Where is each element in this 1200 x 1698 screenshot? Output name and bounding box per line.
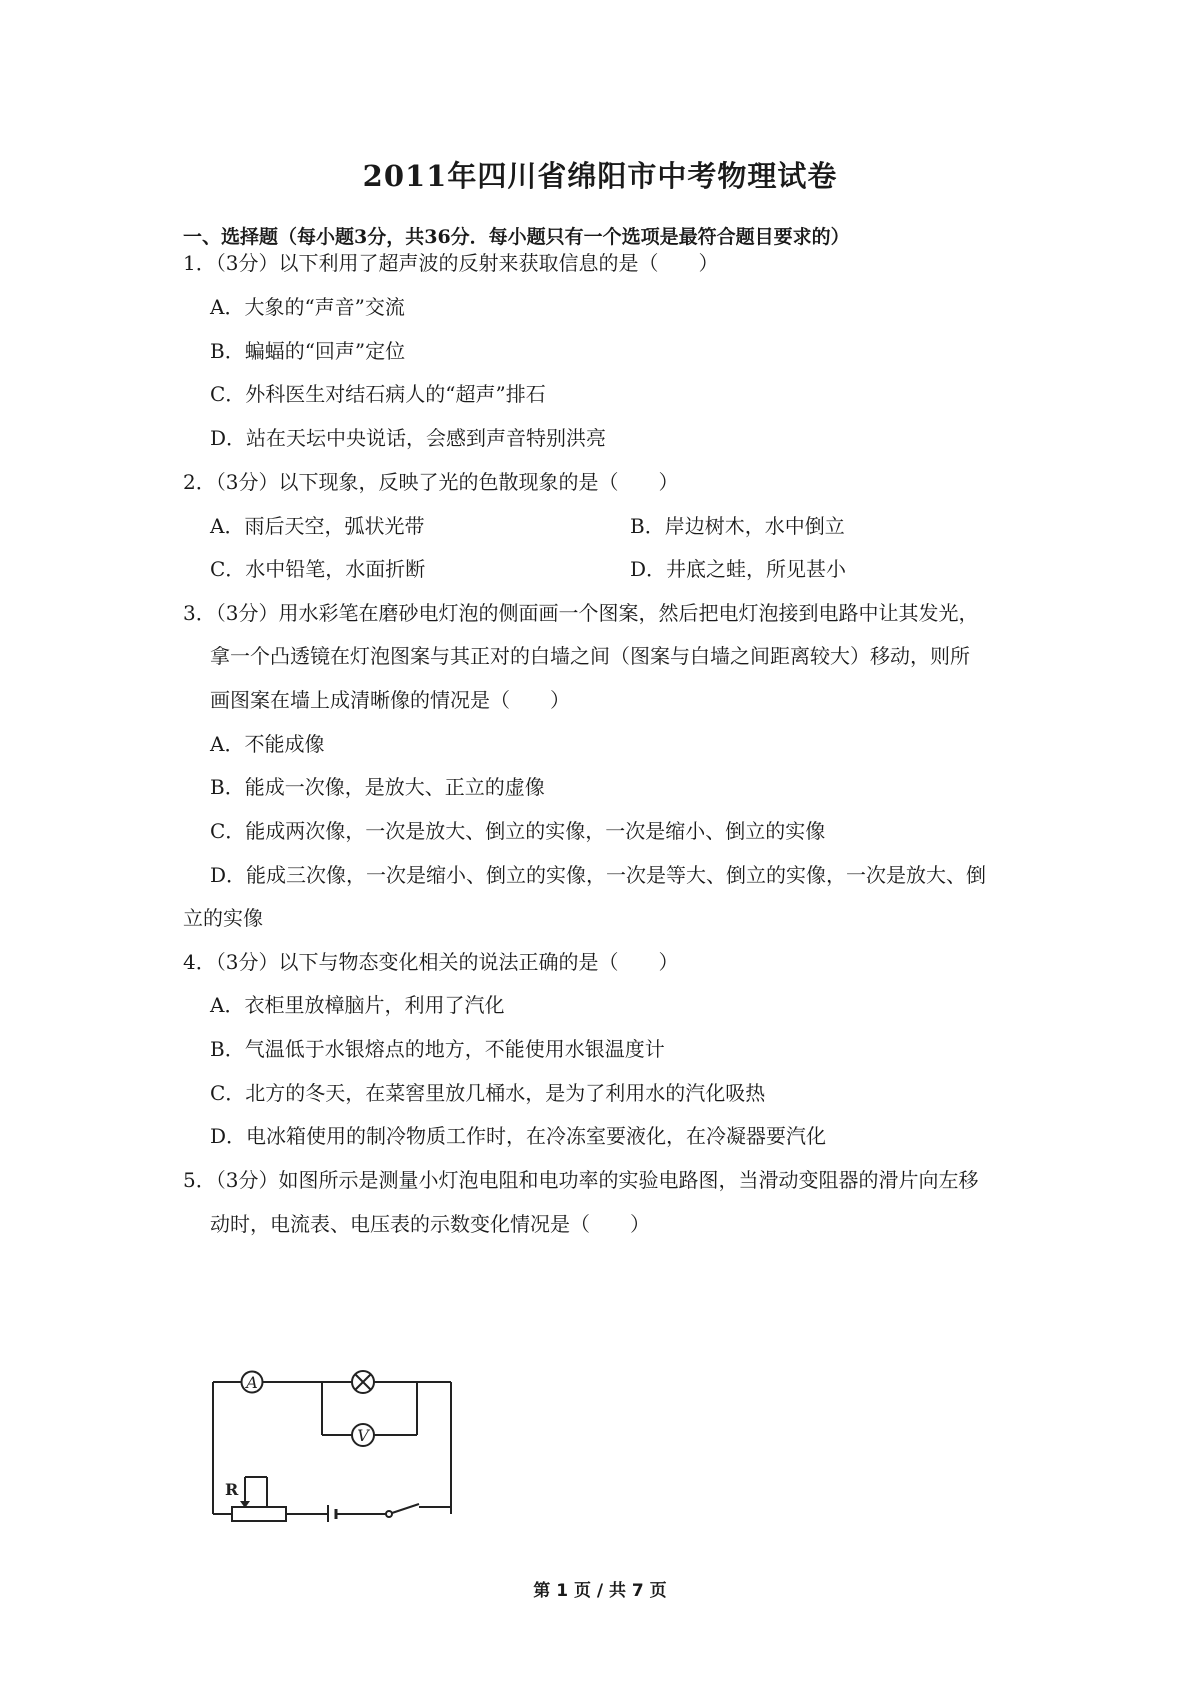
q3-option-d-continuation: 立的实像 xyxy=(183,906,263,930)
q1-option-c: C．外科医生对结石病人的“超声”排石 xyxy=(210,382,546,406)
q3-option-a: A．不能成像 xyxy=(210,732,325,756)
switch-pivot xyxy=(386,1511,392,1517)
rheostat-label: R xyxy=(225,1480,239,1499)
question-3-stem-line-1: 3．（3分）用水彩笔在磨砂电灯泡的侧面画一个图案，然后把电灯泡接到电路中让其发光， xyxy=(183,601,979,625)
q4-option-d: D．电冰箱使用的制冷物质工作时，在冷冻室要液化，在冷凝器要汽化 xyxy=(210,1124,827,1148)
question-1-stem: 1．（3分）以下利用了超声波的反射来获取信息的是（ ） xyxy=(183,251,719,275)
q3-option-b: B．能成一次像，是放大、正立的虚像 xyxy=(210,775,545,799)
question-5-stem-line-2: 动时，电流表、电压表的示数变化情况是（ ） xyxy=(210,1212,650,1236)
q3-option-c: C．能成两次像，一次是放大、倒立的实像，一次是缩小、倒立的实像 xyxy=(210,819,826,843)
q4-option-c: C．北方的冬天，在菜窖里放几桶水，是为了利用水的汽化吸热 xyxy=(210,1081,766,1105)
q2-option-b: B．岸边树木，水中倒立 xyxy=(630,514,845,538)
q4-option-a: A．衣柜里放樟脑片，利用了汽化 xyxy=(210,993,505,1017)
switch-blade xyxy=(392,1504,419,1513)
page-title: 2011年四川省绵阳市中考物理试卷 xyxy=(362,159,838,193)
q2-option-a: A．雨后天空，弧状光带 xyxy=(210,514,425,538)
q1-option-d: D．站在天坛中央说话，会感到声音特别洪亮 xyxy=(210,426,607,450)
page-footer: 第 1 页 / 共 7 页 xyxy=(533,1581,667,1601)
question-4-stem: 4．（3分）以下与物态变化相关的说法正确的是（ ） xyxy=(183,950,679,974)
voltmeter-label: V xyxy=(357,1426,369,1445)
q3-option-d: D．能成三次像，一次是缩小、倒立的实像，一次是等大、倒立的实像，一次是放大、倒 xyxy=(210,863,987,887)
section-heading: 一、选择题（每小题3分，共36分．每小题只有一个选项是最符合题目要求的） xyxy=(183,226,850,248)
circuit-diagram xyxy=(205,1352,465,1522)
q2-option-d: D．井底之蛙，所见甚小 xyxy=(630,557,847,581)
q2-option-c: C．水中铅笔，水面折断 xyxy=(210,557,426,581)
rheostat-body xyxy=(232,1507,286,1521)
q1-option-a: A．大象的“声音”交流 xyxy=(210,295,405,319)
q4-option-b: B．气温低于水银熔点的地方，不能使用水银温度计 xyxy=(210,1037,665,1061)
question-3-stem-line-2: 拿一个凸透镜在灯泡图案与其正对的白墙之间（图案与白墙之间距离较大）移动，则所 xyxy=(210,644,970,668)
ammeter-label: A xyxy=(246,1373,258,1392)
question-3-stem-line-3: 画图案在墙上成清晰像的情况是（ ） xyxy=(210,688,570,712)
q1-option-b: B．蝙蝠的“回声”定位 xyxy=(210,339,406,363)
question-5-stem-line-1: 5．（3分）如图所示是测量小灯泡电阻和电功率的实验电路图，当滑动变阻器的滑片向左移 xyxy=(183,1168,979,1192)
question-2-stem: 2．（3分）以下现象，反映了光的色散现象的是（ ） xyxy=(183,470,679,494)
